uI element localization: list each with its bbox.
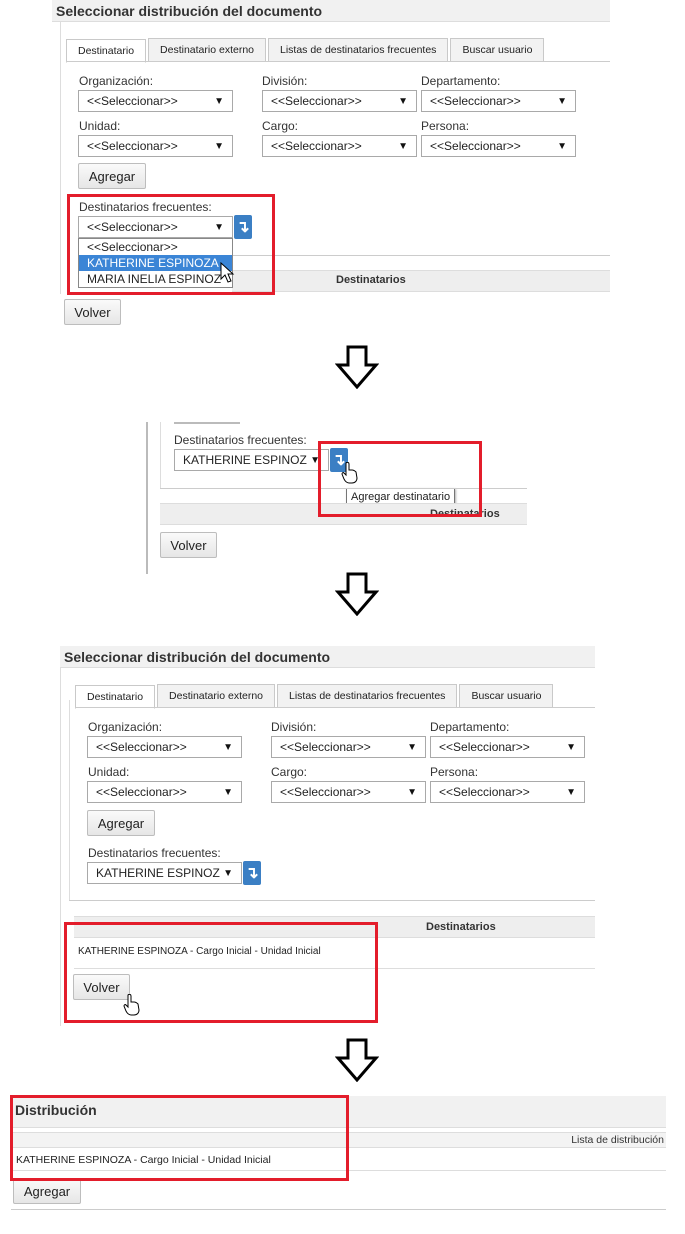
label-departamento: Departamento: xyxy=(430,720,510,734)
select-value: <<Seleccionar>> xyxy=(271,139,362,153)
caret-down-icon: ▼ xyxy=(398,95,408,107)
distribution-title: Distribución xyxy=(11,1096,666,1128)
select-value: <<Seleccionar>> xyxy=(280,740,371,754)
select-value: <<Seleccionar>> xyxy=(271,94,362,108)
caret-down-icon: ▼ xyxy=(214,140,224,152)
select-departamento[interactable] xyxy=(421,90,576,112)
tooltip: Agregar destinatario xyxy=(346,488,455,506)
volver-button[interactable]: Volver xyxy=(64,299,121,325)
previous-button-edge xyxy=(174,422,240,424)
select-organizacion[interactable] xyxy=(87,736,242,758)
destinatarios-table-header: Destinatarios xyxy=(74,916,595,938)
label-division: División: xyxy=(262,74,308,88)
label-division: División: xyxy=(271,720,317,734)
panel-left-border xyxy=(146,422,148,574)
label-organizacion: Organización: xyxy=(79,74,154,88)
label-persona: Persona: xyxy=(430,765,479,779)
panel-left-border xyxy=(60,22,61,294)
select-departamento[interactable] xyxy=(430,736,585,758)
caret-down-icon: ▼ xyxy=(223,786,233,798)
select-value: <<Seleccionar>> xyxy=(430,94,521,108)
dropdown-option[interactable]: <<Seleccionar>> xyxy=(87,240,178,254)
select-frecuentes[interactable] xyxy=(174,449,329,471)
caret-down-icon: ▼ xyxy=(223,867,233,879)
distribution-list-header: Lista de distribución xyxy=(11,1132,666,1148)
add-recipient-icon[interactable]: ↴ xyxy=(243,861,261,885)
tab-bar xyxy=(75,684,555,708)
label-frecuentes: Destinatarios frecuentes: xyxy=(79,200,212,214)
down-arrow-icon xyxy=(335,572,379,616)
inner-left-border xyxy=(160,422,161,488)
caret-down-icon: ▼ xyxy=(223,741,233,753)
select-unidad[interactable] xyxy=(87,781,242,803)
highlight-box xyxy=(64,922,378,1023)
caret-down-icon: ▼ xyxy=(214,221,224,233)
select-organizacion[interactable] xyxy=(78,90,233,112)
select-persona[interactable] xyxy=(430,781,585,803)
select-value: <<Seleccionar>> xyxy=(87,139,178,153)
add-recipient-icon[interactable]: ↴ xyxy=(234,215,252,239)
agregar-button[interactable]: Agregar xyxy=(87,810,155,836)
caret-down-icon: ▼ xyxy=(557,95,567,107)
caret-down-icon: ▼ xyxy=(566,741,576,753)
select-persona[interactable] xyxy=(421,135,576,157)
select-value: <<Seleccionar>> xyxy=(439,740,530,754)
panel-title: Seleccionar distribución del documento xyxy=(52,0,610,22)
tab-listas-frecuentes[interactable]: Listas de destinatarios frecuentes xyxy=(268,38,448,62)
caret-down-icon: ▼ xyxy=(407,786,417,798)
select-division[interactable] xyxy=(262,90,417,112)
agregar-button[interactable]: Agregar xyxy=(78,163,146,189)
volver-button[interactable]: Volver xyxy=(160,532,217,558)
volver-button[interactable]: Volver xyxy=(73,974,130,1000)
label-cargo: Cargo: xyxy=(271,765,308,779)
destinatarios-table-header: Destinatarios xyxy=(160,503,527,525)
label-unidad: Unidad: xyxy=(79,119,121,133)
caret-down-icon: ▼ xyxy=(310,454,320,466)
down-arrow-icon xyxy=(335,345,379,389)
down-arrow-icon xyxy=(335,1038,379,1082)
agregar-button[interactable]: Agregar xyxy=(13,1178,81,1204)
select-value: <<Seleccionar>> xyxy=(96,740,187,754)
select-value: KATHERINE ESPINOZ xyxy=(96,866,220,880)
select-value: KATHERINE ESPINOZ xyxy=(183,453,307,467)
panel-title: Seleccionar distribución del documento xyxy=(60,646,595,668)
panel-left-border xyxy=(60,668,61,1026)
highlight-box xyxy=(67,194,275,295)
select-frecuentes[interactable] xyxy=(87,862,242,884)
tab-bar-line xyxy=(75,707,595,708)
add-recipient-icon[interactable]: ↴ xyxy=(330,448,348,472)
distribution-row: KATHERINE ESPINOZA - Cargo Inicial - Unidad Inicial xyxy=(16,1154,271,1166)
footer-line xyxy=(11,1209,666,1210)
caret-down-icon: ▼ xyxy=(566,786,576,798)
caret-down-icon: ▼ xyxy=(557,140,567,152)
tab-destinatario[interactable]: Destinatario xyxy=(66,39,146,63)
select-cargo[interactable] xyxy=(271,781,426,803)
tab-bar xyxy=(66,38,546,62)
form-bottom-line xyxy=(232,255,610,256)
label-cargo: Cargo: xyxy=(262,119,299,133)
caret-down-icon: ▼ xyxy=(407,741,417,753)
label-persona: Persona: xyxy=(421,119,470,133)
label-frecuentes: Destinatarios frecuentes: xyxy=(174,433,307,447)
label-departamento: Departamento: xyxy=(421,74,501,88)
dropdown-option[interactable]: MARIA INELIA ESPINOZ xyxy=(87,272,222,286)
select-division[interactable] xyxy=(271,736,426,758)
select-value: <<Seleccionar>> xyxy=(87,94,178,108)
tab-destinatario-externo[interactable]: Destinatario externo xyxy=(157,684,275,708)
label-organizacion: Organización: xyxy=(88,720,163,734)
tab-bar-line xyxy=(66,61,610,62)
highlight-box xyxy=(318,441,482,517)
select-value: <<Seleccionar>> xyxy=(96,785,187,799)
tab-buscar-usuario[interactable]: Buscar usuario xyxy=(450,38,544,62)
caret-down-icon: ▼ xyxy=(214,95,224,107)
select-value: <<Seleccionar>> xyxy=(87,220,178,234)
select-cargo[interactable] xyxy=(262,135,417,157)
tab-destinatario-externo[interactable]: Destinatario externo xyxy=(148,38,266,62)
highlight-box xyxy=(10,1095,349,1181)
form-bottom-line xyxy=(69,900,595,901)
select-value: <<Seleccionar>> xyxy=(439,785,530,799)
tab-listas-frecuentes[interactable]: Listas de destinatarios frecuentes xyxy=(277,684,457,708)
caret-down-icon: ▼ xyxy=(398,140,408,152)
tab-destinatario[interactable]: Destinatario xyxy=(75,685,155,709)
select-value: <<Seleccionar>> xyxy=(430,139,521,153)
inner-left-border xyxy=(69,700,70,900)
select-unidad[interactable] xyxy=(78,135,233,157)
destinatarios-table-header: Destinatarios xyxy=(232,270,610,292)
tab-buscar-usuario[interactable]: Buscar usuario xyxy=(459,684,553,708)
label-unidad: Unidad: xyxy=(88,765,130,779)
label-frecuentes: Destinatarios frecuentes: xyxy=(88,846,221,860)
dropdown-option-selected[interactable]: KATHERINE ESPINOZA xyxy=(79,255,232,271)
select-value: <<Seleccionar>> xyxy=(280,785,371,799)
destinatario-row: KATHERINE ESPINOZA - Cargo Inicial - Unidad Inicial xyxy=(78,946,321,957)
